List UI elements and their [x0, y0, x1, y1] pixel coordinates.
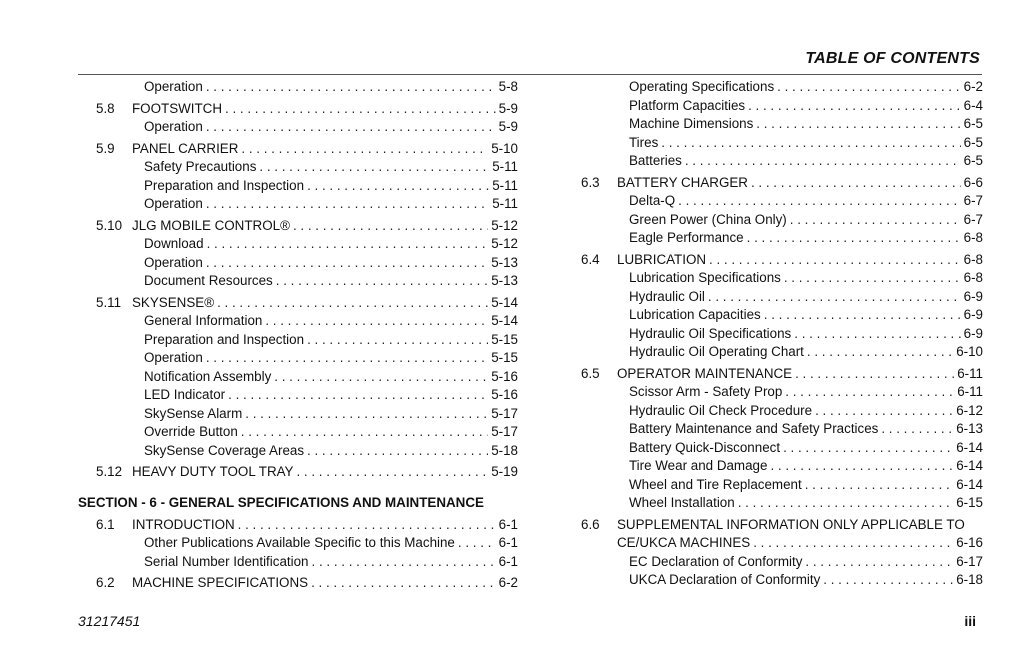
toc-entry-page: 5-10	[491, 140, 518, 156]
toc-entry-page: 6-2	[498, 575, 518, 590]
toc-entry-title: INTRODUCTION	[132, 516, 235, 532]
toc-entry-title: Eagle Performance	[629, 230, 744, 245]
toc-entry-title: Operation	[144, 79, 203, 94]
toc-sub-entry[interactable]	[563, 343, 983, 362]
toc-main-entry[interactable]	[563, 365, 983, 384]
toc-entry-page: 6-1	[498, 553, 518, 569]
header-divider	[78, 74, 982, 75]
toc-sub-entry[interactable]	[78, 442, 518, 461]
toc-sub-entry[interactable]	[78, 195, 518, 214]
toc-entry-page: 5-16	[491, 387, 518, 402]
toc-entry-page: 5-14	[491, 313, 518, 328]
toc-entry-page: 6-7	[963, 211, 983, 227]
toc-entry-title: Batteries	[629, 153, 682, 168]
toc-entry-page: 6-14	[956, 439, 983, 455]
toc-entry-page: 6-8	[963, 270, 983, 285]
toc-entry-title: Hydraulic Oil	[629, 288, 705, 304]
toc-entry-title: MACHINE SPECIFICATIONS	[132, 575, 309, 590]
dot-leader	[661, 134, 960, 153]
toc-entry-title: Operation	[144, 196, 203, 211]
dot-leader	[241, 423, 488, 442]
toc-entry-page: 6-14	[956, 476, 983, 492]
dot-leader	[753, 534, 953, 553]
toc-entry-title: SKYSENSE®	[132, 294, 215, 310]
toc-sub-entry[interactable]	[78, 368, 518, 387]
toc-sub-entry[interactable]	[78, 534, 518, 553]
toc-entry-page: 5-12	[491, 236, 518, 251]
toc-sub-entry[interactable]	[78, 272, 518, 291]
toc-sub-entry[interactable]	[78, 553, 518, 572]
page-number: iii	[964, 613, 976, 629]
toc-entry-number: 6.3	[581, 174, 600, 190]
toc-entry-title: Delta-Q	[629, 193, 676, 208]
toc-entry-number: 5.10	[96, 217, 123, 233]
toc-sub-entry[interactable]	[78, 331, 518, 350]
toc-entry-page: 5-11	[492, 177, 518, 193]
dot-leader	[764, 306, 961, 325]
toc-entry-page: 6-16	[956, 535, 983, 550]
dot-leader	[274, 368, 488, 387]
dot-leader	[458, 534, 496, 553]
toc-entry-page: 5-8	[498, 79, 518, 94]
toc-entry-title: Preparation and Inspection	[144, 177, 305, 193]
toc-sub-entry[interactable]	[563, 402, 983, 421]
toc-entry-number: 6.2	[96, 575, 115, 590]
toc-entry-number: 5.12	[96, 464, 123, 479]
toc-sub-entry[interactable]	[78, 405, 518, 424]
toc-entry-page: 6-17	[956, 553, 983, 569]
toc-entry-page: 6-18	[956, 572, 983, 587]
toc-entry-number: 6.1	[96, 516, 115, 532]
toc-entry-title: Serial Number Identification	[144, 553, 309, 569]
dot-leader	[312, 553, 496, 572]
toc-main-entry[interactable]	[563, 251, 983, 270]
toc-entry-page: 6-6	[963, 174, 983, 190]
toc-entry-page: 6-8	[963, 251, 983, 267]
toc-sub-entry[interactable]	[563, 97, 983, 116]
toc-entry-page: 5-17	[491, 405, 518, 421]
toc-entry-title: CE/UKCA MACHINES	[617, 535, 751, 550]
toc-sub-entry[interactable]	[563, 306, 983, 325]
dot-leader	[206, 254, 488, 273]
toc-entry-number: 5.9	[96, 140, 115, 156]
dot-leader	[259, 158, 489, 177]
toc-entry-title: Other Publications Available Specific to this Machine	[144, 535, 455, 550]
toc-entry-page: 5-13	[491, 273, 518, 288]
toc-entry-page: 6-12	[956, 402, 983, 418]
toc-entry-page: 6-14	[956, 458, 983, 473]
toc-entry-page: 5-14	[491, 294, 518, 310]
toc-entry-page: 6-9	[963, 307, 983, 322]
toc-right-column	[563, 78, 983, 590]
toc-entry-number: 6.4	[581, 251, 600, 267]
toc-sub-entry[interactable]	[78, 386, 518, 405]
dot-leader	[807, 343, 953, 362]
toc-sub-entry[interactable]	[78, 235, 518, 254]
dot-leader	[307, 442, 488, 461]
dot-leader	[307, 331, 488, 350]
toc-entry-title: Lubrication Specifications	[629, 270, 781, 285]
page-title: TABLE OF CONTENTS	[805, 50, 980, 67]
toc-sub-entry[interactable]	[563, 78, 983, 97]
toc-entry-title: HEAVY DUTY TOOL TRAY	[132, 464, 294, 479]
toc-entry-title: JLG MOBILE CONTROL®	[132, 217, 290, 233]
toc-main-entry[interactable]	[78, 140, 518, 159]
toc-entry-title: Hydraulic Oil Specifications	[629, 325, 792, 341]
toc-entry-page: 6-8	[963, 230, 983, 245]
dot-leader	[795, 365, 954, 384]
dot-leader	[783, 439, 953, 458]
toc-entry-page: 5-11	[492, 159, 518, 174]
toc-entry-page: 5-19	[491, 464, 518, 479]
toc-entry-number: 5.8	[96, 100, 115, 116]
toc-entry-title: Wheel and Tire Replacement	[629, 476, 802, 492]
toc-entry-title: Operation	[144, 119, 203, 134]
toc-entry-title: Tires	[629, 134, 659, 150]
toc-main-entry[interactable]	[78, 217, 518, 236]
toc-entry-title: Notification Assembly	[144, 368, 272, 384]
dot-leader	[217, 294, 488, 313]
toc-entry-page: 5-15	[491, 350, 518, 365]
toc-entry-number: 6.6	[581, 516, 600, 532]
toc-sub-entry[interactable]	[563, 288, 983, 307]
toc-main-entry[interactable]	[78, 100, 518, 119]
dot-leader	[823, 571, 953, 590]
toc-sub-entry[interactable]	[563, 229, 983, 248]
toc-main-entry[interactable]	[78, 516, 518, 535]
toc-entry-title: LED Indicator	[144, 387, 226, 402]
toc-entry-page: 5-13	[491, 254, 518, 270]
toc-entry-title: General Information	[144, 313, 263, 328]
toc-sub-entry[interactable]	[563, 192, 983, 211]
dot-leader	[245, 405, 488, 424]
dot-leader	[815, 402, 953, 421]
toc-entry-title: PANEL CARRIER	[132, 140, 239, 156]
dot-leader	[777, 78, 960, 97]
toc-entry-title: SUPPLEMENTAL INFORMATION ONLY APPLICABLE TO	[617, 516, 965, 532]
toc-entry-title: SkySense Alarm	[144, 405, 243, 421]
toc-entry-title: OPERATOR MAINTENANCE	[617, 365, 793, 381]
dot-leader	[748, 97, 961, 116]
dot-leader	[784, 269, 961, 288]
dot-leader	[751, 174, 961, 193]
toc-sub-entry[interactable]	[563, 457, 983, 476]
toc-sub-entry[interactable]	[563, 152, 983, 171]
toc-entry-page: 6-4	[963, 97, 983, 113]
toc-entry-page: 5-9	[498, 119, 518, 134]
dot-leader	[206, 349, 488, 368]
toc-entry-title: EC Declaration of Conformity	[629, 553, 803, 569]
dot-leader	[225, 100, 496, 119]
toc-entry-page: 5-18	[491, 442, 518, 458]
toc-main-entry[interactable]	[78, 294, 518, 313]
dot-leader	[238, 516, 496, 535]
toc-entry-page: 6-1	[498, 516, 518, 532]
toc-main-entry[interactable]	[563, 534, 983, 553]
dot-leader	[747, 229, 961, 248]
toc-entry-title: Override Button	[144, 424, 238, 439]
toc-sub-entry[interactable]	[78, 158, 518, 177]
toc-entry-title: UKCA Declaration of Conformity	[629, 572, 821, 587]
toc-entry-heading[interactable]	[563, 516, 983, 535]
toc-entry-page: 5-17	[491, 424, 518, 439]
dot-leader	[206, 195, 489, 214]
toc-sub-entry[interactable]	[563, 439, 983, 458]
dot-leader	[207, 235, 489, 254]
toc-main-entry[interactable]	[78, 574, 518, 593]
dot-leader	[206, 78, 496, 97]
toc-entry-page: 5-9	[498, 100, 518, 116]
toc-left-column	[78, 78, 518, 593]
dot-leader	[228, 386, 488, 405]
toc-entry-title: Tire Wear and Damage	[629, 458, 768, 473]
toc-sub-entry[interactable]	[563, 211, 983, 230]
dot-leader	[709, 251, 961, 270]
toc-sub-entry[interactable]	[563, 553, 983, 572]
toc-entry-title: Hydraulic Oil Check Procedure	[629, 402, 813, 418]
toc-entry-title: BATTERY CHARGER	[617, 174, 748, 190]
dot-leader	[790, 211, 961, 230]
toc-entry-page: 6-2	[963, 79, 983, 94]
toc-entry-page: 6-9	[963, 325, 983, 341]
toc-entry-title: Machine Dimensions	[629, 116, 754, 131]
toc-entry-title: Wheel Installation	[629, 495, 735, 510]
toc-sub-entry[interactable]	[78, 177, 518, 196]
toc-sub-entry[interactable]	[563, 420, 983, 439]
toc-entry-page: 5-12	[491, 217, 518, 233]
toc-entry-page: 6-5	[963, 134, 983, 150]
toc-entry-title: Document Resources	[144, 273, 273, 288]
dot-leader	[738, 494, 953, 513]
toc-entry-title: Operation	[144, 254, 203, 270]
dot-leader	[756, 115, 960, 134]
toc-entry-title: Safety Precautions	[144, 159, 257, 174]
dot-leader	[708, 288, 961, 307]
dot-leader	[794, 325, 960, 344]
toc-sub-entry[interactable]	[563, 383, 983, 402]
dot-leader	[805, 476, 954, 495]
dot-leader	[881, 420, 953, 439]
toc-sub-entry[interactable]	[563, 476, 983, 495]
dot-leader	[678, 192, 961, 211]
toc-sub-entry[interactable]	[78, 423, 518, 442]
toc-entry-title: Hydraulic Oil Operating Chart	[629, 344, 804, 359]
toc-entry-page: 6-13	[956, 421, 983, 436]
toc-sub-entry[interactable]	[78, 78, 518, 97]
dot-leader	[311, 574, 496, 593]
toc-sub-entry[interactable]	[563, 115, 983, 134]
toc-entry-title: Green Power (China Only)	[629, 211, 787, 227]
toc-entry-title: LUBRICATION	[617, 251, 707, 267]
toc-entry-title: Platform Capacities	[629, 97, 746, 113]
dot-leader	[307, 177, 489, 196]
toc-entry-title: Operating Specifications	[629, 79, 775, 94]
toc-entry-title: Download	[144, 236, 204, 251]
toc-sub-entry[interactable]	[563, 325, 983, 344]
dot-leader	[805, 553, 953, 572]
toc-entry-page: 6-11	[957, 365, 983, 381]
toc-main-entry[interactable]	[78, 463, 518, 482]
dot-leader	[241, 140, 488, 159]
toc-sub-entry[interactable]	[78, 254, 518, 273]
toc-entry-title: Operation	[144, 350, 203, 365]
dot-leader	[785, 383, 954, 402]
dot-leader	[265, 312, 488, 331]
toc-entry-page: 5-16	[491, 368, 518, 384]
toc-entry-number: 6.5	[581, 365, 600, 381]
toc-sub-entry[interactable]	[563, 571, 983, 590]
dot-leader	[296, 463, 488, 482]
toc-entry-page: 6-5	[963, 116, 983, 131]
toc-entry-number: 5.11	[96, 294, 122, 310]
toc-entry-page: 6-7	[963, 193, 983, 208]
dot-leader	[276, 272, 488, 291]
toc-entry-page: 6-9	[963, 288, 983, 304]
document-number: 31217451	[78, 613, 141, 629]
toc-section-heading: SECTION - 6 - GENERAL SPECIFICATIONS AND MAINTENANCE	[78, 494, 484, 510]
toc-entry-title: Battery Maintenance and Safety Practices	[629, 421, 879, 436]
toc-entry-page: 6-5	[963, 153, 983, 168]
toc-entry-title: Lubrication Capacities	[629, 307, 761, 322]
toc-entry-page: 6-1	[498, 535, 518, 550]
toc-entry-page: 6-11	[957, 384, 983, 399]
toc-entry-page: 6-15	[956, 495, 983, 510]
toc-sub-entry[interactable]	[563, 494, 983, 513]
toc-entry-title: Scissor Arm - Safety Prop	[629, 384, 783, 399]
toc-entry-page: 5-15	[491, 331, 518, 347]
toc-entry-page: 5-11	[492, 196, 518, 211]
dot-leader	[770, 457, 953, 476]
dot-leader	[685, 152, 961, 171]
toc-sub-entry[interactable]	[78, 349, 518, 368]
toc-sub-entry[interactable]	[78, 118, 518, 137]
toc-entry-title: Battery Quick-Disconnect	[629, 439, 781, 455]
toc-entry-page: 6-10	[956, 344, 983, 359]
dot-leader	[206, 118, 496, 137]
dot-leader	[293, 217, 488, 236]
toc-sub-entry[interactable]	[78, 312, 518, 331]
toc-main-entry[interactable]	[563, 174, 983, 193]
toc-sub-entry[interactable]	[563, 269, 983, 288]
toc-entry-title: Preparation and Inspection	[144, 331, 305, 347]
toc-entry-title: SkySense Coverage Areas	[144, 442, 305, 458]
toc-entry-title: FOOTSWITCH	[132, 100, 223, 116]
toc-sub-entry[interactable]	[563, 134, 983, 153]
